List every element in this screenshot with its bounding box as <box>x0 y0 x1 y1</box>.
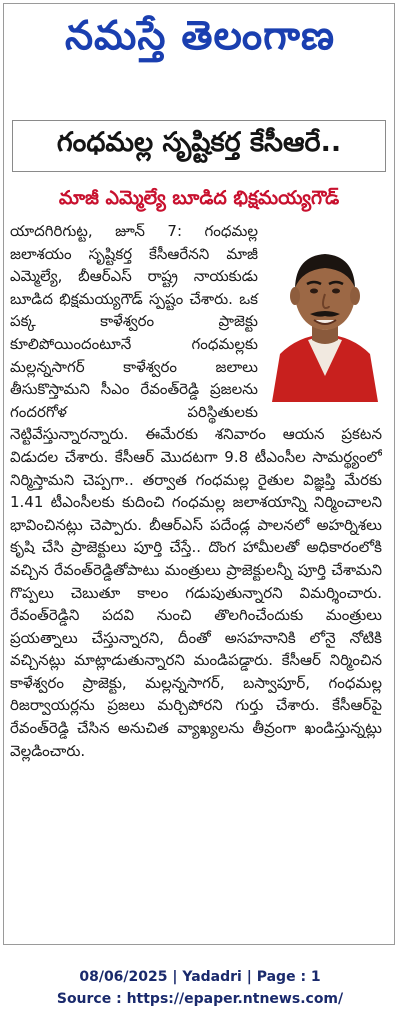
article-byline: మాజీ ఎమ్మెల్యే బూడిద భిక్షమయ్యగౌడ్ <box>58 186 340 209</box>
newspaper-masthead: నమస్తే తెలంగాణ <box>64 13 336 59</box>
footer-source: Source : https://epaper.ntnews.com/ <box>56 991 344 1007</box>
footer-meta: 08/06/2025 | Yadadri | Page : 1 <box>79 969 321 985</box>
portrait-illustration <box>268 236 382 402</box>
politician-photo <box>268 236 382 402</box>
article-body: యాదగిరిగుట్ట, జూన్ 7: గంధమల్ల జలాశయం సృష్టికర్త కేసీఆరేనని మాజీ ఎమ్మెల్యే, బీఆర్‌ఎస్ రాష్ట్ర నాయకుడు బూడిద భిక్షమయ్యగౌడ్ స్పష్టం చేశారు. ఒక పక్క కాళేశ్వరం ప్రాజెక్టు కూలిపోయిందంటూనే గంధమల్లకు మల్లన్నసాగర్ కాళేశ్వరం జలాలు తీసుకొస్తామని సీఎం రేవంత్‌రెడ్డి ప్రజలను గందరగోళ పరిస్థితులకు నెట్టివేస్తున్నారన్నారు. ఈమేరకు శనివారం ఆయన ప్రకటన విడుదల చేశారు. కేసీఆర్ మొదటగా 9.8 టీఎంసీల సామర్థ్యంలో నిర్మిస్తామని చెప్పగా.. తర్వాత గంధమల్ల రైతుల విజ్ఞప్తి మేరకు 1.41 టీఎంసీలకు కుదించి గంధమల్ల జలాశయాన్ని నిర్మించాలని భావించినట్లు చెప్పారు. బీఆర్‌ఎస్ పదేండ్ల పాలనలో అహర్నిశలు కృషి చేసి ప్రాజెక్టులు పూర్తి చేస్తే.. దొంగ హామీలతో అధికారంలోకి వచ్చిన రేవంత్‌రెడ్డితోపాటు మంత్రులు ప్రాజెక్టులన్నీ పూర్తి చేశామని గొప్పలు చెబుతూ కాలం గడుపుతున్నారని విమర్శించారు. రేవంత్‌రెడ్డిని పదవి నుంచి తొలగించేందుకు మంత్రులు ప్రయత్నాలు చేస్తున్నారని, దీంతో అసహనానికి లోనై నోటికి వచ్చినట్లు మాట్లాడుతున్నారని మండిపడ్డారు. కేసీఆర్ నిర్మించిన కాళేశ్వరం ప్రాజెక్టు, మల్లన్నసాగర్, బస్వాపూర్, గంధమల్ల రిజర్వాయర్లను ప్రజలు మర్చిపోరని గుర్తు చేశారు. కేసీఆర్‌పై రేవంత్‌రెడ్డి చేసిన అనుచిత వ్యాఖ్యలను తీవ్రంగా ఖండిస్తున్నట్లు వెల్లడించారు. <box>10 222 382 760</box>
article-headline: గంధమల్ల సృష్టికర్త కేసీఆరే.. <box>12 120 386 172</box>
footer <box>0 966 400 1010</box>
